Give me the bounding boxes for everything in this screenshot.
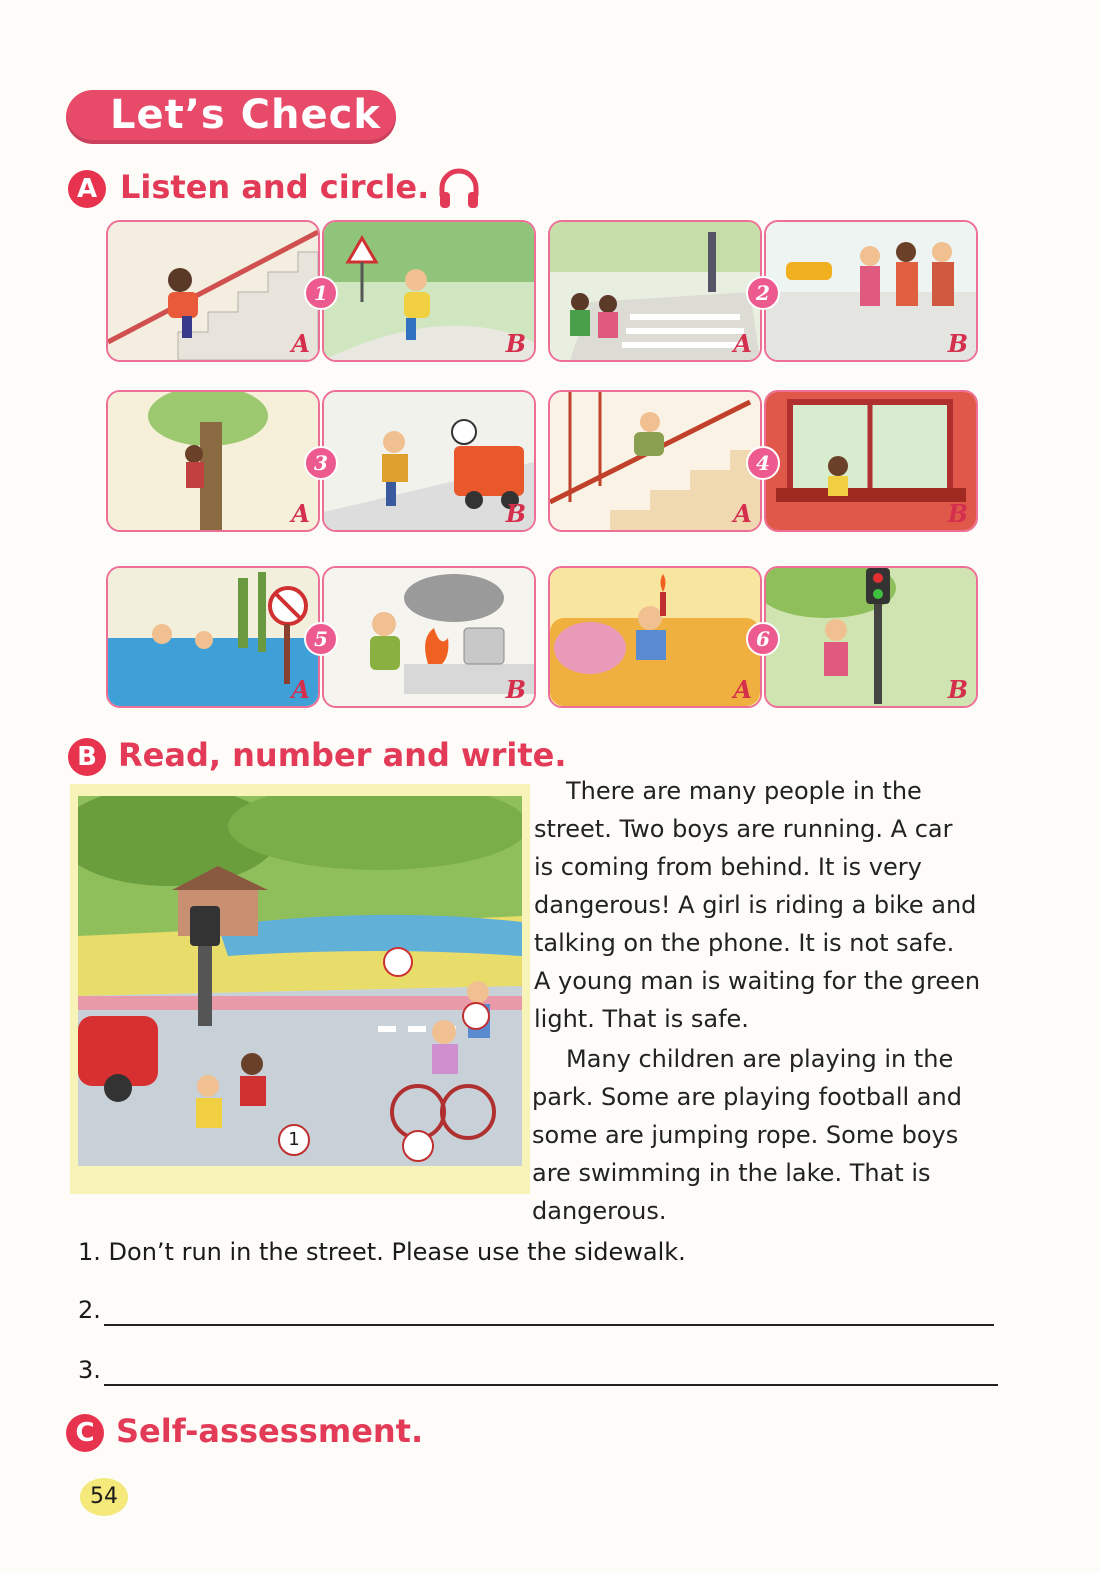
passage-line: park. Some are playing football and [532,1083,962,1111]
section-c-badge: C [66,1414,104,1452]
passage-line: some are jumping rope. Some boys [532,1121,959,1149]
picture-2a[interactable] [548,220,762,362]
picture-2b[interactable] [764,220,978,362]
picture-3a[interactable] [106,390,320,532]
sofa-with-lighter-scene [550,568,760,706]
picture-5b[interactable] [322,566,536,708]
leaning-out-window-scene [766,392,976,530]
item-number-badge: 1 [304,276,338,310]
option-b-label: B [505,499,526,528]
section-a-title: Listen and circle. [120,168,430,206]
section-b-badge: B [68,738,106,776]
listen-item-2 [548,220,976,360]
page-title: Let’s Check [110,92,381,138]
option-b-label: B [947,329,968,358]
picture-number-marker: 1 [278,1124,310,1156]
picture-1a[interactable] [106,220,320,362]
crosswalk-scene [550,222,760,360]
blank-number-circle[interactable] [462,1002,490,1030]
climbing-tree-scene [108,392,318,530]
passage-line: are swimming in the lake. That is [532,1159,931,1187]
picture-4a[interactable] [548,390,762,532]
passage-line: A young man is waiting for the green [534,967,981,995]
option-a-label: A [291,499,310,528]
blank-number-circle[interactable] [402,1130,434,1162]
passage-line: light. That is safe. [534,1005,749,1033]
item-number-badge: 3 [304,446,338,480]
item-number-badge: 6 [746,622,780,656]
swimming-no-swimming-sign-scene [108,568,318,706]
section-b-title: Read, number and write. [118,736,567,774]
option-a-label: A [291,329,310,358]
picture-4b[interactable] [764,390,978,532]
picture-1b[interactable] [322,220,536,362]
listen-item-1 [106,220,534,360]
passage-line: is coming from behind. It is very [534,853,922,881]
sliding-banister-scene [550,392,760,530]
running-on-sidewalk-scene [324,222,534,360]
option-b-label: B [505,329,526,358]
stairs-rail-sliding-scene [108,222,318,360]
item-number-badge: 5 [304,622,338,656]
answer-1: 1. Don’t run in the street. Please use the sidewalk. [78,1238,686,1266]
listen-item-5 [106,566,534,706]
section-c-title: Self-assessment. [116,1412,424,1450]
street-park-scene [78,796,522,1166]
picture-6a[interactable] [548,566,762,708]
option-b-label: B [947,499,968,528]
passage-line: There are many people in the [566,777,922,805]
answer-3-label: 3. [78,1356,101,1384]
picture-3b[interactable] [322,390,536,532]
passage-line: talking on the phone. It is not safe. [534,929,955,957]
page-number: 54 [80,1478,128,1516]
passage-line: dangerous. [532,1197,667,1225]
watermark [569,26,811,233]
picture-5a[interactable] [106,566,320,708]
listen-item-4 [548,390,976,530]
answer-3-line[interactable] [104,1384,998,1386]
passage-line: street. Two boys are running. A car [534,815,953,843]
street-park-picture [78,796,522,1166]
option-a-label: A [733,329,752,358]
passage-line: Many children are playing in the [566,1045,954,1073]
picture-6b[interactable] [764,566,978,708]
answer-2-label: 2. [78,1296,101,1324]
section-a-badge: A [68,170,106,208]
item-number-badge: 2 [746,276,780,310]
ball-in-road-truck-scene [324,392,534,530]
listen-item-3 [106,390,534,530]
option-b-label: B [947,675,968,704]
waiting-at-roadside-scene [766,222,976,360]
option-a-label: A [291,675,310,704]
option-a-label: A [733,675,752,704]
listen-item-6 [548,566,976,706]
answer-2-line[interactable] [104,1324,994,1326]
waiting-at-traffic-light-scene [766,568,976,706]
headphones-icon [436,166,482,212]
option-a-label: A [733,499,752,528]
playing-with-fire-stove-scene [324,568,534,706]
item-number-badge: 4 [746,446,780,480]
passage-line: dangerous! A girl is riding a bike and [534,891,977,919]
option-b-label: B [505,675,526,704]
